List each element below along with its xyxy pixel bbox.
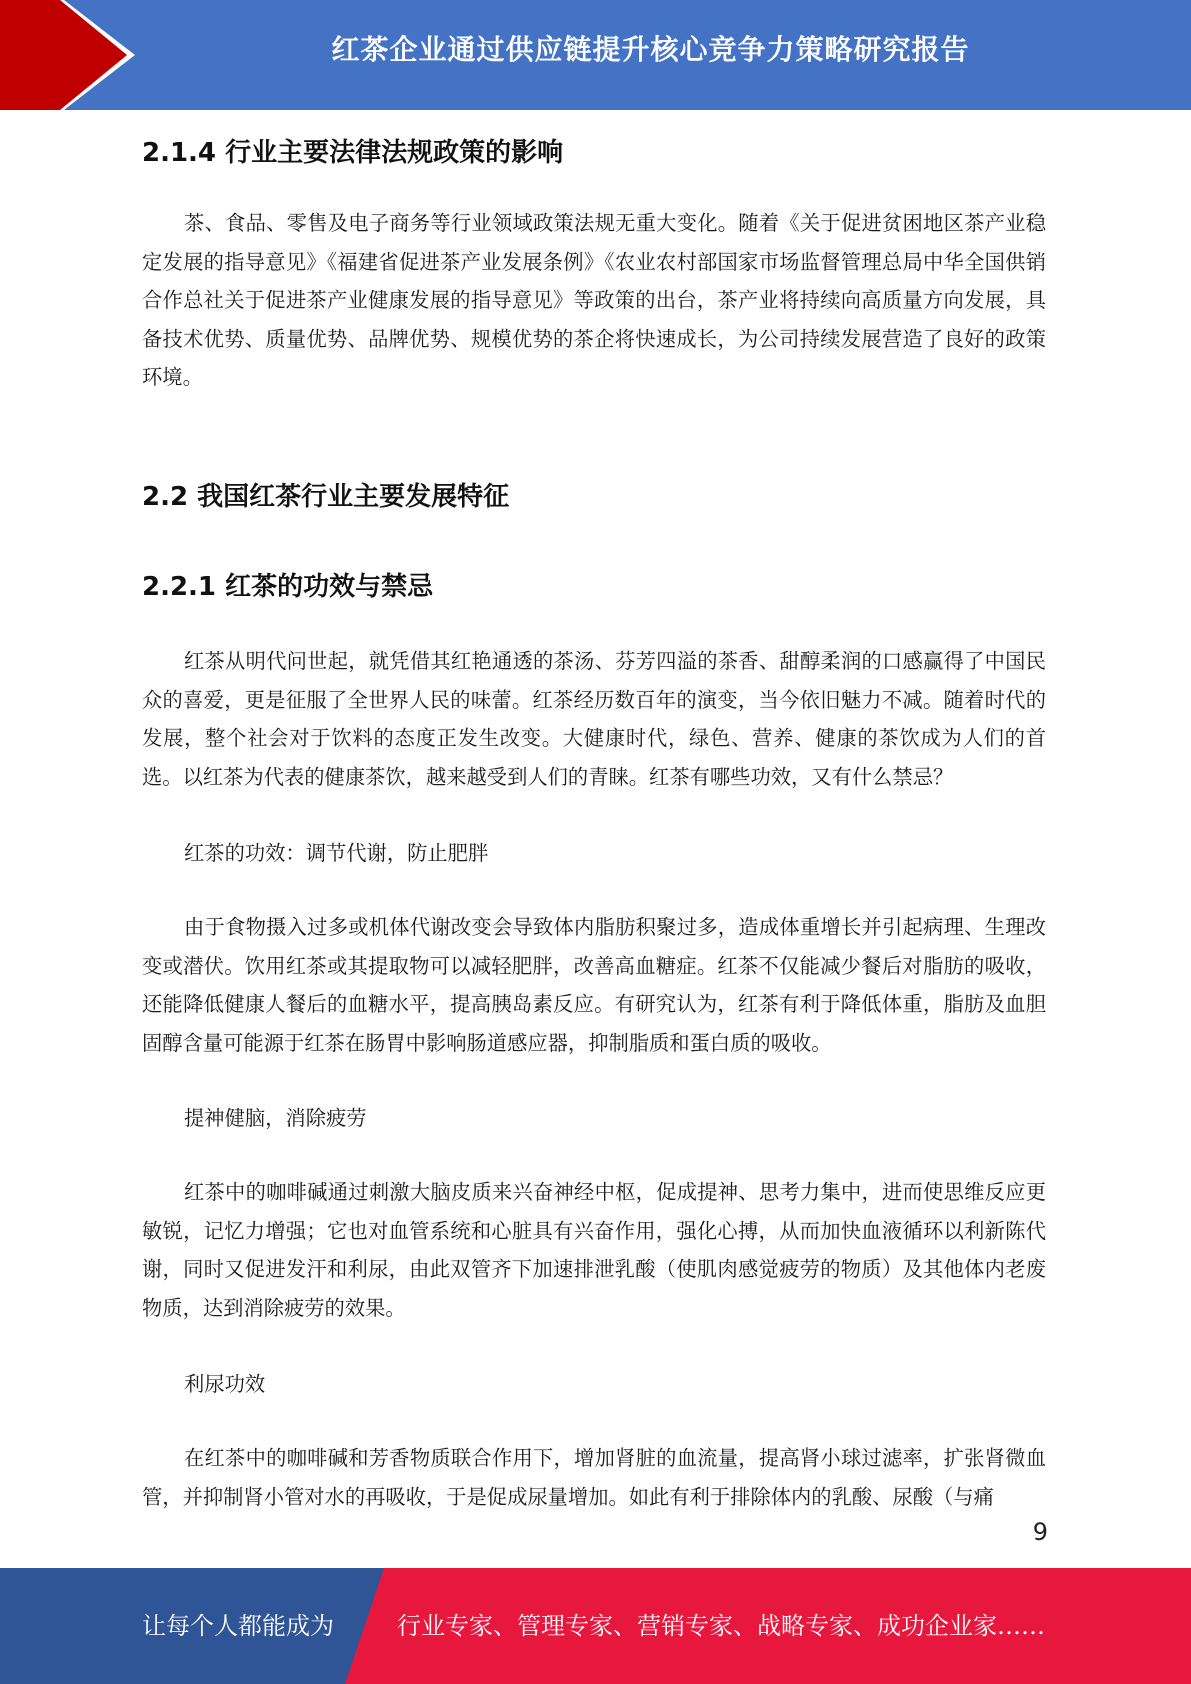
heading-2-2: 2.2 我国红茶行业主要发展特征	[142, 482, 510, 512]
page-footer	[0, 1568, 1191, 1684]
footer-slogan-left: 让每个人都能成为	[142, 1612, 334, 1640]
paragraph-policy-impact: 茶、食品、零售及电子商务等行业领域政策法规无重大变化。随着《关于促进贫困地区茶产业稳定发展的指导意见》《福建省促进茶产业发展条例》《农业农村部国家市场监督管理总局中华全国供销合作总社关于促进茶产业健康发展的指导意见》等政策的出台，茶产业将持续向高质量方向发展，具备技术优势、质量优势、品牌优势、规模优势的茶企将快速成长，为公司持续发展营造了良好的政策环境。	[142, 211, 1046, 389]
benefit-title-refresh: 提神健脑，消除疲劳	[184, 1106, 367, 1130]
document-title: 红茶企业通过供应链提升核心竞争力策略研究报告	[331, 33, 970, 66]
header-chevron-icon	[0, 0, 150, 110]
footer-slogan-right: 行业专家、管理专家、营销专家、战略专家、成功企业家……	[397, 1612, 1045, 1640]
heading-2-1-4: 2.1.4 行业主要法律法规政策的影响	[142, 138, 564, 168]
page-number: 9	[1032, 1518, 1048, 1546]
paragraph-refresh: 红茶中的咖啡碱通过刺激大脑皮质来兴奋神经中枢，促成提神、思考力集中，进而使思维反应更敏锐，记忆力增强；它也对血管系统和心脏具有兴奋作用，强化心搏，从而加快血液循环以利新陈代谢，同时又促进发汗和利尿，由此双管齐下加速排泄乳酸（使肌肉感觉疲劳的物质）及其他体内老废物质，达到消除疲劳的效果。	[142, 1180, 1046, 1320]
paragraph-diuretic: 在红茶中的咖啡碱和芳香物质联合作用下，增加肾脏的血流量，提高肾小球过滤率，扩张肾微血管，并抑制肾小管对水的再吸收，于是促成尿量增加。如此有利于排除体内的乳酸、尿酸（与痛	[142, 1446, 1046, 1509]
benefit-title-metabolism: 红茶的功效：调节代谢，防止肥胖	[184, 841, 489, 865]
paragraph-intro: 红茶从明代问世起，就凭借其红艳通透的茶汤、芬芳四溢的茶香、甜醇柔润的口感赢得了中国民众的喜爱，更是征服了全世界人民的味蕾。红茶经历数百年的演变，当今依旧魅力不减。随着时代的发展，整个社会对于饮料的态度正发生改变。大健康时代，绿色、营养、健康的茶饮成为人们的首选。以红茶为代表的健康茶饮，越来越受到人们的青睐。红茶有哪些功效，又有什么禁忌？	[142, 649, 1046, 789]
benefit-title-diuretic: 利尿功效	[184, 1372, 266, 1396]
heading-2-2-1: 2.2.1 红茶的功效与禁忌	[142, 572, 434, 602]
page-header	[0, 0, 1191, 110]
paragraph-metabolism: 由于食物摄入过多或机体代谢改变会导致体内脂肪积聚过多，造成体重增长并引起病理、生理改变或潜伏。饮用红茶或其提取物可以减轻肥胖，改善高血糖症。红茶不仅能减少餐后对脂肪的吸收，还能降低健康人餐后的血糖水平，提高胰岛素反应。有研究认为，红茶有利于降低体重，脂肪及血胆固醇含量可能源于红茶在肠胃中影响肠道感应器，抑制脂质和蛋白质的吸收。	[142, 915, 1046, 1055]
